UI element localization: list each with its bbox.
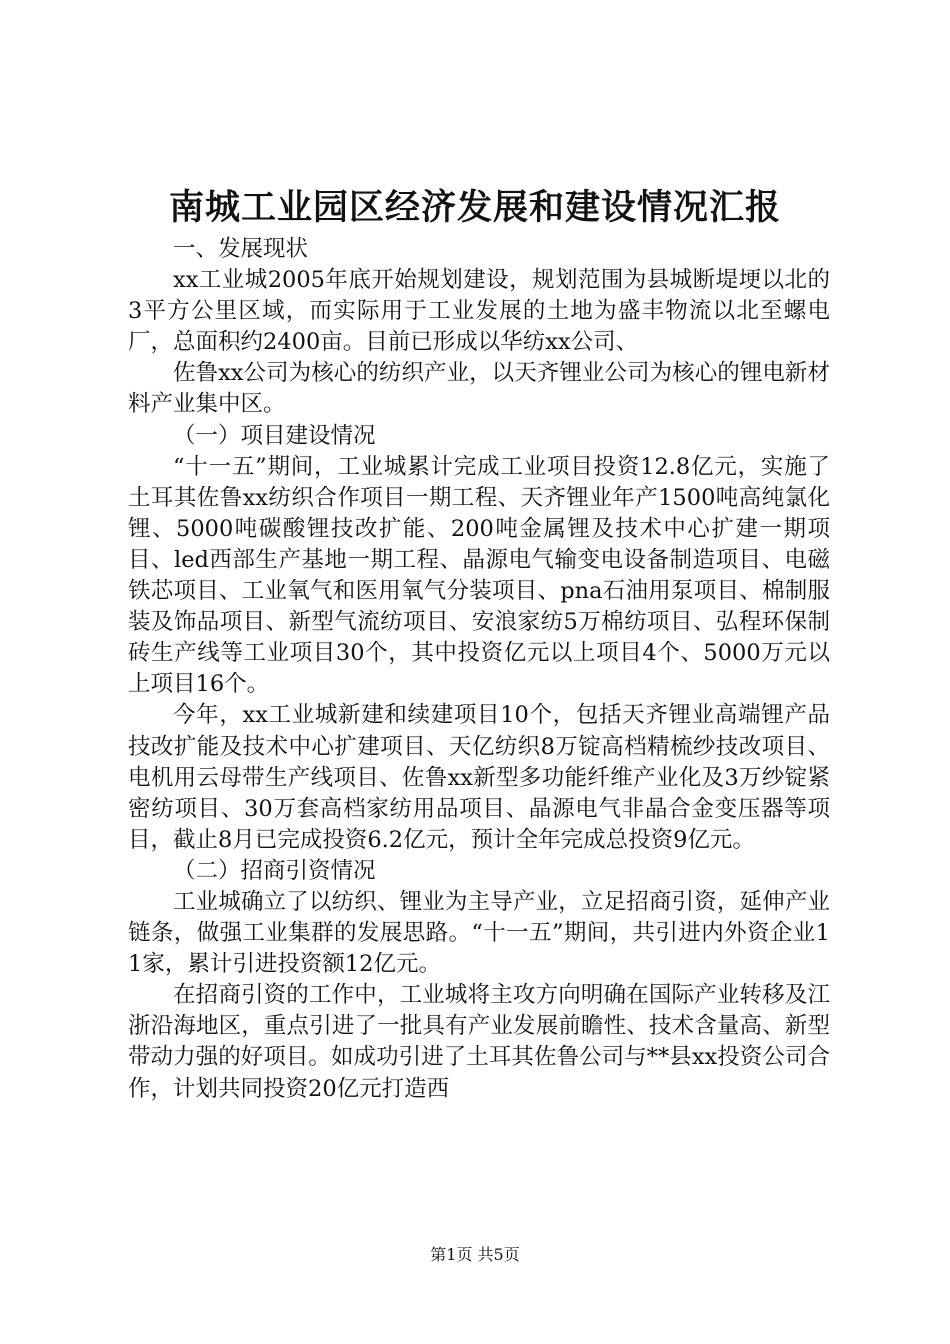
paragraph-overview: xx工业城2005年底开始规划建设，规划范围为县城断堤埂以北的3平方公里区域，而实际用于工业发展的土地为盛丰物流以北至螺电厂，总面积约2400亩。目前已形成以华纺xx公司、 <box>128 267 830 356</box>
section-heading-status: 一、发展现状 <box>173 236 309 262</box>
subheading-project-construction: （一）项目建设情况 <box>173 422 376 449</box>
page-footer: 第1页 共5页 <box>430 1245 520 1264</box>
paragraph-this-year-projects: 今年，xx工业城新建和续建项目10个，包括天齐锂业高端锂产品技改扩能及技术中心扩建项目、天亿纺织8万锭高档精梳纱技改项目、电机用云母带生产线项目、佐鲁xx新型多功能纤维产业化及3万纱锭紧密纺项目、30万套高档家纺用品项目、晶源电气非晶合金变压器等项目，截止8月已完成投资6.2亿元，预计全年完成总投资9亿元。 <box>128 702 830 853</box>
document-body <box>128 234 830 1105</box>
paragraph-investment-focus: 在招商引资的工作中，工业城将主攻方向明确在国际产业转移及江浙沿海地区，重点引进了一批具有产业发展前瞻性、技术含量高、新型带动力强的好项目。如成功引进了土耳其佐鲁公司与**县xx投资公司合作，计划共同投资20亿元打造西 <box>128 982 830 1102</box>
subheading-investment-attraction: （二）招商引资情况 <box>173 857 376 884</box>
paragraph-development-strategy: 工业城确立了以纺织、锂业为主导产业，立足招商引资，延伸产业链条，做强工业集群的发展思路。“十一五”期间，共引进内外资企业11家，累计引进投资额12亿元。 <box>128 888 830 978</box>
document-title: 南城工业园区经济发展和建设情况汇报 <box>168 187 781 228</box>
paragraph-five-year-projects: “十一五”期间，工业城累计完成工业项目投资12.8亿元，实施了土耳其佐鲁xx纺织合作项目一期工程、天齐锂业年产1500吨高纯氯化锂、5000吨碳酸锂技改扩能、200吨金属锂及技术中心扩建一期项目、led西部生产基地一期工程、晶源电气输变电设备制造项目、电磁铁芯项目、工业氧气和医用氧气分装项目、pna石油用泵项目、棉制服装及饰品项目、新型气流纺项目、安浪家纺5万棉纺项目、弘程环保制砖生产线等工业项目30个，其中投资亿元以上项目4个、5000万元以上项目16个。 <box>128 453 830 698</box>
paragraph-industry-cluster: 佐鲁xx公司为核心的纺织产业，以天齐锂业公司为核心的锂电新材料产业集中区。 <box>128 360 830 418</box>
